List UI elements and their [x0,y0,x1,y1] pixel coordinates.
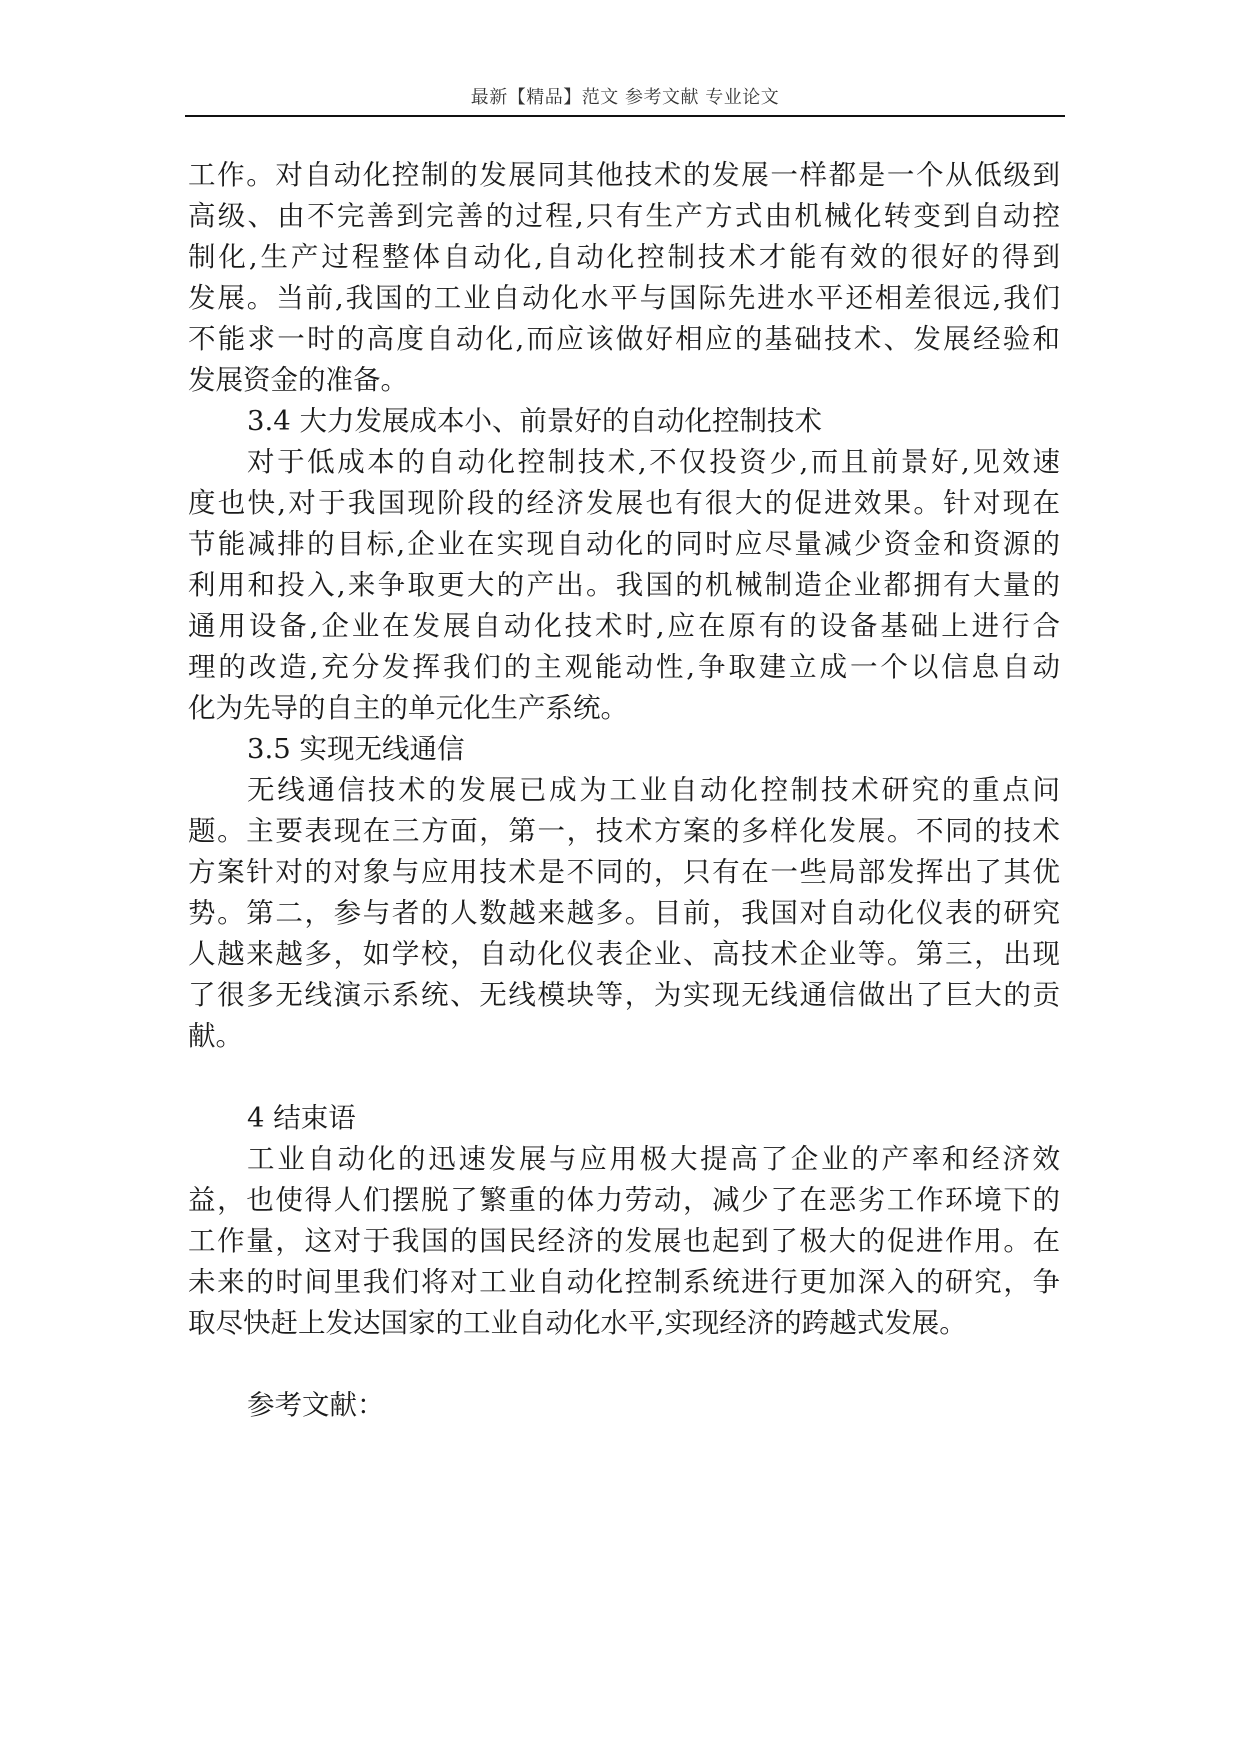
blank-line [188,1057,1060,1098]
text-line: 方案针对的对象与应用技术是不同的，只有在一些局部发挥出了其优 [188,856,1060,888]
text-line: 工业自动化的迅速发展与应用极大提高了企业的产率和经济效 [247,1143,1060,1175]
text-line: 未来的时间里我们将对工业自动化控制系统进行更加深入的研究，争 [188,1266,1060,1298]
text-line: 度也快,对于我国现阶段的经济发展也有很大的促进效果。针对现在 [188,487,1060,519]
paragraph-low-cost [188,442,1060,729]
text-line: 高级、由不完善到完善的过程,只有生产方式由机械化转变到自动控 [188,200,1060,232]
text-line: 人越来越多，如学校，自动化仪表企业、高技术企业等。第三，出现 [188,938,1060,970]
text-line: 制化,生产过程整体自动化,自动化控制技术才能有效的很好的得到 [188,241,1060,273]
text-line: 化为先导的自主的单元化生产系统。 [188,692,628,724]
text-line: 无线通信技术的发展已成为工业自动化控制技术研究的重点问 [247,774,1060,806]
references-heading: 参考文献： [247,1389,385,1421]
paragraph-conclusion [188,1139,1060,1344]
text-line: 势。第二，参与者的人数越来越多。目前，我国对自动化仪表的研究 [188,897,1060,929]
text-line: 利用和投入,来争取更大的产出。我国的机械制造企业都拥有大量的 [188,569,1060,601]
section-heading-3-4: 3.4 大力发展成本小、前景好的自动化控制技术 [247,405,822,437]
text-line: 工作量，这对于我国的国民经济的发展也起到了极大的促进作用。在 [188,1225,1060,1257]
section-heading-4: 4 结束语 [247,1102,356,1134]
text-line: 不能求一时的高度自动化,而应该做好相应的基础技术、发展经验和 [188,323,1060,355]
text-line: 发展。当前,我国的工业自动化水平与国际先进水平还相差很远,我们 [188,282,1060,314]
text-line: 了很多无线演示系统、无线模块等，为实现无线通信做出了巨大的贡 [188,979,1060,1011]
text-line: 题。主要表现在三方面，第一，技术方案的多样化发展。不同的技术 [188,815,1060,847]
text-line: 献。 [188,1020,243,1052]
text-line: 通用设备,企业在发展自动化技术时,应在原有的设备基础上进行合 [188,610,1060,642]
section-heading-3-5: 3.5 实现无线通信 [247,733,465,765]
text-line: 发展资金的准备。 [188,364,408,396]
text-line: 节能减排的目标,企业在实现自动化的同时应尽量减少资金和资源的 [188,528,1060,560]
body-text [188,155,1060,1426]
text-line: 益，也使得人们摆脱了繁重的体力劳动，减少了在恶劣工作环境下的 [188,1184,1060,1216]
text-line: 理的改造,充分发挥我们的主观能动性,争取建立成一个以信息自动 [188,651,1060,683]
paragraph-wireless [188,770,1060,1057]
paragraph-intro [188,155,1060,401]
text-line: 对于低成本的自动化控制技术,不仅投资少,而且前景好,见效速 [247,446,1060,478]
running-header: 最新【精品】范文 参考文献 专业论文 [470,87,780,108]
text-line: 工作。对自动化控制的发展同其他技术的发展一样都是一个从低级到 [188,159,1060,191]
header-rule [185,115,1065,117]
blank-line [188,1344,1060,1385]
text-line: 取尽快赶上发达国家的工业自动化水平,实现经济的跨越式发展。 [188,1307,967,1339]
